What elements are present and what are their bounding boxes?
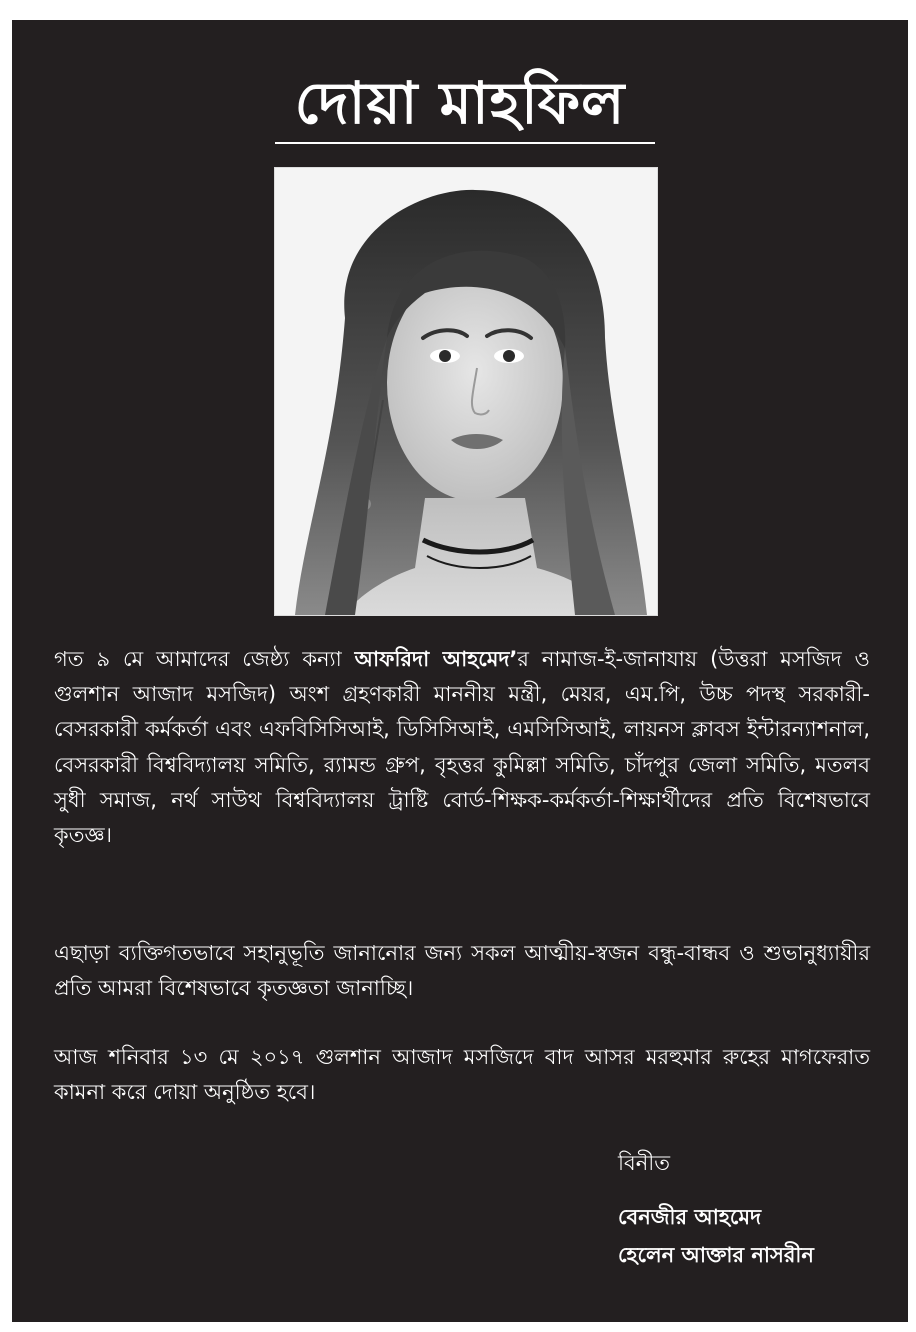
paragraph-text-rest: র নামাজ-ই-জানাযায় (উত্তরা মসজিদ ও গুলশান আজাদ মসজিদ) অংশ গ্রহণকারী মাননীয় মন্ত্রী, মেয়র, এম.পি, উচ্চ পদস্থ সরকারী-বেসরকারী কর্মকর্তা এবং এফবিসিসিআই, ডিসিসিআই, এমসিসিআই, লায়নস ক্লাবস ইন্টারন্যাশনাল, বেসরকারী বিশ্ববিদ্যালয় সমিতি, র‍্যামন্ড গ্রুপ, বৃহত্তর কুমিল্লা সমিতি, চাঁদপুর জেলা সমিতি, মতলব সুধী সমাজ, নর্থ সাউথ বিশ্ববিদ্যালয় ট্রাষ্টি বোর্ড-শিক্ষক-কর্মকর্তা-শিক্ষার্থীদের প্রতি বিশেষভাবে কৃতজ্ঞ। [54, 647, 870, 848]
prayer-announcement-paragraph: আজ শনিবার ১৩ মে ২০১৭ গুলশান আজাদ মসজিদে বাদ আসর মরহুমার রুহের মাগফেরাত কামনা করে দোয়া অনুষ্ঠিত হবে। [54, 1045, 870, 1104]
signatory-name: বেনজীর আহমেদ [618, 1205, 762, 1229]
title-underline [275, 142, 655, 144]
gratitude-paragraph: এছাড়া ব্যক্তিগতভাবে সহানুভূতি জানানোর জন্য সকল আত্মীয়-স্বজন বন্ধু-বান্ধব ও শুভানুধ্যায়ীর প্রতি আমরা বিশেষভাবে কৃতজ্ঞতা জানাচ্ছি। [54, 941, 870, 1000]
portrait-photo [274, 167, 658, 616]
paragraph-text-lead: গত ৯ মে আমাদের জেষ্ঠ্য কন্যা [54, 647, 355, 671]
notice-title: দোয়া মাহফিল [294, 69, 626, 137]
acknowledgement-paragraph [54, 642, 870, 853]
closing-word: বিনীত [618, 1151, 670, 1175]
signatory-name: হেলেন আক্তার নাসরীন [618, 1243, 814, 1267]
memorial-notice [12, 20, 908, 1322]
deceased-name: আফরিদা আহমেদ’ [354, 647, 518, 671]
